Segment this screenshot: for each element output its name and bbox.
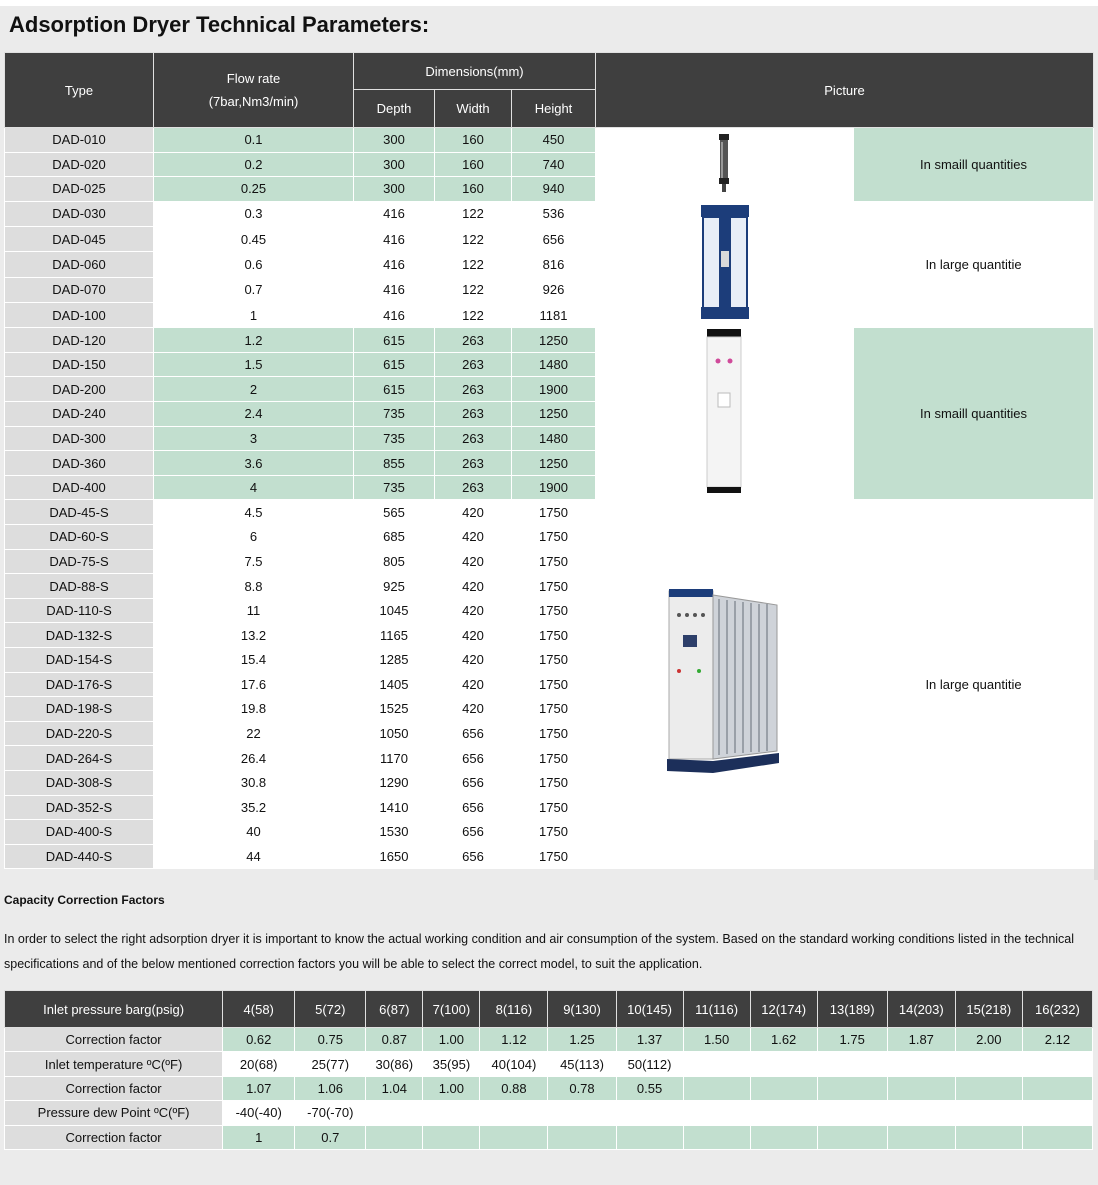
height-cell: 1181 [512, 302, 596, 327]
depth-cell: 300 [354, 177, 435, 202]
factor-cell [887, 1052, 955, 1076]
height-cell: 1750 [512, 820, 596, 845]
type-cell: DAD-60-S [5, 525, 154, 550]
type-cell: DAD-045 [5, 227, 154, 252]
factor-cell [548, 1101, 616, 1125]
height-header: Height [512, 90, 596, 128]
quantity-note: In large quantitie [854, 201, 1094, 327]
flow-rate-cell: 2.4 [154, 402, 354, 427]
width-cell: 420 [435, 549, 512, 574]
table-row [5, 1028, 1093, 1052]
type-cell: DAD-240 [5, 402, 154, 427]
factor-cell: 1.50 [683, 1028, 750, 1052]
factor-cell: 1.07 [223, 1076, 295, 1100]
width-cell: 420 [435, 672, 512, 697]
factor-cell [887, 1125, 955, 1149]
product-picture-cell [596, 500, 854, 869]
height-cell: 1750 [512, 795, 596, 820]
height-cell: 1750 [512, 697, 596, 722]
width-cell: 263 [435, 426, 512, 451]
spec-table-body [5, 128, 1094, 869]
type-cell: DAD-150 [5, 352, 154, 377]
flow-rate-cell: 40 [154, 820, 354, 845]
factor-cell [750, 1125, 817, 1149]
modular-dryer-icon [667, 769, 783, 784]
quantity-note: In large quantitie [854, 500, 1094, 869]
factor-cell: 1.62 [750, 1028, 817, 1052]
height-cell: 1250 [512, 451, 596, 476]
table-row [5, 1101, 1093, 1125]
width-cell: 420 [435, 697, 512, 722]
flow-rate-cell: 1 [154, 302, 354, 327]
table-row [5, 1076, 1093, 1100]
twin-tower-dryer-icon [695, 311, 755, 326]
type-cell: DAD-120 [5, 328, 154, 353]
factor-cell: 25(77) [295, 1052, 366, 1076]
height-cell: 1750 [512, 746, 596, 771]
height-cell: 656 [512, 227, 596, 252]
depth-cell: 615 [354, 328, 435, 353]
depth-cell: 1525 [354, 697, 435, 722]
quantity-note: In smaill quantities [854, 328, 1094, 500]
width-cell: 263 [435, 352, 512, 377]
width-header: Width [435, 90, 512, 128]
type-cell: DAD-100 [5, 302, 154, 327]
factor-cell [1022, 1052, 1092, 1076]
factor-cell [366, 1125, 423, 1149]
width-cell: 656 [435, 795, 512, 820]
factor-cell [887, 1101, 955, 1125]
factor-cell [817, 1052, 887, 1076]
height-cell: 1900 [512, 475, 596, 500]
height-cell: 1750 [512, 525, 596, 550]
flow-rate-cell: 0.6 [154, 252, 354, 277]
depth-cell: 1410 [354, 795, 435, 820]
pressure-header: 5(72) [295, 991, 366, 1028]
small-filter-dryer-icon [705, 182, 745, 197]
pressure-header: 8(116) [480, 991, 548, 1028]
depth-cell: 416 [354, 302, 435, 327]
flow-rate-cell: 6 [154, 525, 354, 550]
flow-rate-cell: 3 [154, 426, 354, 451]
depth-cell: 1405 [354, 672, 435, 697]
type-cell: DAD-176-S [5, 672, 154, 697]
width-cell: 420 [435, 598, 512, 623]
flow-rate-cell: 7.5 [154, 549, 354, 574]
factor-cell [887, 1076, 955, 1100]
width-cell: 122 [435, 201, 512, 226]
type-cell: DAD-198-S [5, 697, 154, 722]
height-cell: 1750 [512, 500, 596, 525]
width-cell: 122 [435, 302, 512, 327]
depth-cell: 1050 [354, 721, 435, 746]
factor-cell: 1.04 [366, 1076, 423, 1100]
top-band [0, 0, 1098, 6]
height-cell: 1250 [512, 402, 596, 427]
factor-cell [817, 1125, 887, 1149]
factor-cell: -40(-40) [223, 1101, 295, 1125]
height-cell: 1750 [512, 574, 596, 599]
type-cell: DAD-200 [5, 377, 154, 402]
pressure-header: 4(58) [223, 991, 295, 1028]
depth-cell: 805 [354, 549, 435, 574]
flow-rate-header [154, 53, 354, 128]
factor-cell [817, 1101, 887, 1125]
product-picture-cell [596, 328, 854, 500]
table-row [5, 201, 1094, 226]
table-row [5, 1125, 1093, 1149]
factor-cell [1022, 1101, 1092, 1125]
factor-cell: 1.37 [616, 1028, 683, 1052]
flow-rate-cell: 11 [154, 598, 354, 623]
height-cell: 816 [512, 252, 596, 277]
flow-rate-cell: 0.25 [154, 177, 354, 202]
type-cell: DAD-360 [5, 451, 154, 476]
factor-cell: 50(112) [616, 1052, 683, 1076]
type-cell: DAD-060 [5, 252, 154, 277]
type-cell: DAD-010 [5, 128, 154, 153]
factor-cell: 1.87 [887, 1028, 955, 1052]
table-row [5, 128, 1094, 153]
pressure-header: 13(189) [817, 991, 887, 1028]
correction-table [4, 990, 1093, 1150]
flow-rate-cell: 0.1 [154, 128, 354, 153]
height-cell: 1750 [512, 647, 596, 672]
flow-rate-cell: 0.3 [154, 201, 354, 226]
flow-rate-cell: 30.8 [154, 770, 354, 795]
depth-cell: 1285 [354, 647, 435, 672]
depth-cell: 735 [354, 475, 435, 500]
picture-header: Picture [596, 53, 1094, 128]
width-cell: 122 [435, 252, 512, 277]
flow-rate-label: Flow rate [226, 71, 281, 86]
product-picture-cell [596, 128, 854, 202]
capacity-paragraph: In order to select the right adsorption dryer it is important to know the actual working condition and air consumption of the system. Based on the standard working conditions listed in the technical specifications and of the below mentioned correction factors you will be able to select the correct model, to suit the application. [4, 932, 1075, 971]
row-label: Correction factor [5, 1028, 223, 1052]
height-cell: 1480 [512, 426, 596, 451]
factor-cell: 1.25 [548, 1028, 616, 1052]
height-cell: 1750 [512, 623, 596, 648]
factor-cell [683, 1125, 750, 1149]
factor-cell [955, 1052, 1022, 1076]
factor-cell [683, 1101, 750, 1125]
depth-cell: 416 [354, 277, 435, 302]
type-header: Type [5, 53, 154, 128]
factor-cell [366, 1101, 423, 1125]
factor-cell: 0.7 [295, 1125, 366, 1149]
height-cell: 1750 [512, 721, 596, 746]
factor-cell: 0.75 [295, 1028, 366, 1052]
pressure-header: 12(174) [750, 991, 817, 1028]
factor-cell [1022, 1125, 1092, 1149]
factor-cell: 0.87 [366, 1028, 423, 1052]
flow-rate-cell: 8.8 [154, 574, 354, 599]
pressure-header: 9(130) [548, 991, 616, 1028]
row-label: Correction factor [5, 1125, 223, 1149]
flow-rate-cell: 4.5 [154, 500, 354, 525]
flow-rate-cell: 35.2 [154, 795, 354, 820]
factor-cell: 40(104) [480, 1052, 548, 1076]
depth-header: Depth [354, 90, 435, 128]
width-cell: 420 [435, 525, 512, 550]
type-cell: DAD-030 [5, 201, 154, 226]
height-cell: 1750 [512, 672, 596, 697]
pressure-header: 10(145) [616, 991, 683, 1028]
product-picture-cell [596, 201, 854, 327]
type-cell: DAD-400-S [5, 820, 154, 845]
factor-cell [423, 1125, 480, 1149]
inlet-pressure-header: Inlet pressure barg(psig) [5, 991, 223, 1028]
table-row [5, 1052, 1093, 1076]
table-row [5, 328, 1094, 353]
factor-cell [750, 1076, 817, 1100]
width-cell: 263 [435, 402, 512, 427]
capacity-title: Capacity Correction Factors [4, 893, 165, 907]
type-cell: DAD-308-S [5, 770, 154, 795]
flow-rate-cell: 0.7 [154, 277, 354, 302]
factor-cell [423, 1101, 480, 1125]
depth-cell: 685 [354, 525, 435, 550]
factor-cell [683, 1076, 750, 1100]
factor-cell: 1.12 [480, 1028, 548, 1052]
depth-cell: 1290 [354, 770, 435, 795]
width-cell: 122 [435, 227, 512, 252]
flow-rate-cell: 13.2 [154, 623, 354, 648]
height-cell: 1750 [512, 770, 596, 795]
factor-cell: 1.00 [423, 1028, 480, 1052]
type-cell: DAD-88-S [5, 574, 154, 599]
type-cell: DAD-154-S [5, 647, 154, 672]
type-cell: DAD-020 [5, 152, 154, 177]
factor-cell: 2.00 [955, 1028, 1022, 1052]
white-cabinet-dryer-icon [705, 483, 745, 498]
flow-rate-cell: 17.6 [154, 672, 354, 697]
factor-cell: 1 [223, 1125, 295, 1149]
flow-rate-cell: 0.45 [154, 227, 354, 252]
type-cell: DAD-132-S [5, 623, 154, 648]
factor-cell [1022, 1076, 1092, 1100]
type-cell: DAD-300 [5, 426, 154, 451]
depth-cell: 735 [354, 426, 435, 451]
width-cell: 420 [435, 574, 512, 599]
depth-cell: 1045 [354, 598, 435, 623]
factor-cell [548, 1125, 616, 1149]
depth-cell: 615 [354, 377, 435, 402]
factor-cell: 30(86) [366, 1052, 423, 1076]
width-cell: 420 [435, 500, 512, 525]
row-label: Pressure dew Point ºC(ºF) [5, 1101, 223, 1125]
depth-cell: 300 [354, 152, 435, 177]
width-cell: 420 [435, 647, 512, 672]
quantity-note: In smaill quantities [854, 128, 1094, 202]
depth-cell: 416 [354, 252, 435, 277]
factor-cell [750, 1052, 817, 1076]
type-cell: DAD-352-S [5, 795, 154, 820]
height-cell: 1250 [512, 328, 596, 353]
depth-cell: 1170 [354, 746, 435, 771]
type-cell: DAD-070 [5, 277, 154, 302]
spec-table [4, 52, 1094, 869]
factor-cell: 0.55 [616, 1076, 683, 1100]
factor-cell: 1.06 [295, 1076, 366, 1100]
factor-cell: 45(113) [548, 1052, 616, 1076]
width-cell: 656 [435, 770, 512, 795]
factor-cell [616, 1125, 683, 1149]
height-cell: 1750 [512, 598, 596, 623]
flow-rate-cell: 3.6 [154, 451, 354, 476]
depth-cell: 300 [354, 128, 435, 153]
factor-cell: 35(95) [423, 1052, 480, 1076]
width-cell: 420 [435, 623, 512, 648]
depth-cell: 1650 [354, 844, 435, 869]
height-cell: 926 [512, 277, 596, 302]
height-cell: 536 [512, 201, 596, 226]
width-cell: 656 [435, 844, 512, 869]
pressure-header: 14(203) [887, 991, 955, 1028]
factor-cell: 0.62 [223, 1028, 295, 1052]
depth-cell: 416 [354, 201, 435, 226]
depth-cell: 1530 [354, 820, 435, 845]
type-cell: DAD-400 [5, 475, 154, 500]
height-cell: 1750 [512, 549, 596, 574]
pressure-header: 16(232) [1022, 991, 1092, 1028]
flow-rate-cell: 15.4 [154, 647, 354, 672]
pressure-header: 7(100) [423, 991, 480, 1028]
row-label: Correction factor [5, 1076, 223, 1100]
flow-rate-unit: (7bar,Nm3/min) [208, 94, 299, 109]
factor-cell [955, 1076, 1022, 1100]
dimensions-header: Dimensions(mm) [354, 53, 596, 90]
factor-cell [955, 1101, 1022, 1125]
height-cell: 1750 [512, 844, 596, 869]
depth-cell: 925 [354, 574, 435, 599]
depth-cell: 416 [354, 227, 435, 252]
flow-rate-cell: 1.5 [154, 352, 354, 377]
flow-rate-cell: 19.8 [154, 697, 354, 722]
factor-cell [480, 1101, 548, 1125]
page-title: Adsorption Dryer Technical Parameters: [9, 12, 430, 37]
width-cell: 263 [435, 377, 512, 402]
width-cell: 656 [435, 746, 512, 771]
width-cell: 263 [435, 328, 512, 353]
height-cell: 940 [512, 177, 596, 202]
height-cell: 1900 [512, 377, 596, 402]
depth-cell: 855 [354, 451, 435, 476]
factor-cell: 2.12 [1022, 1028, 1092, 1052]
depth-cell: 615 [354, 352, 435, 377]
type-cell: DAD-025 [5, 177, 154, 202]
height-cell: 1480 [512, 352, 596, 377]
depth-cell: 1165 [354, 623, 435, 648]
flow-rate-cell: 4 [154, 475, 354, 500]
width-cell: 656 [435, 721, 512, 746]
type-cell: DAD-264-S [5, 746, 154, 771]
width-cell: 263 [435, 451, 512, 476]
factor-cell: 1.75 [817, 1028, 887, 1052]
factor-cell [480, 1125, 548, 1149]
row-label: Inlet temperature ºC(ºF) [5, 1052, 223, 1076]
pressure-header: 11(116) [683, 991, 750, 1028]
height-cell: 450 [512, 128, 596, 153]
width-cell: 160 [435, 128, 512, 153]
width-cell: 160 [435, 177, 512, 202]
factor-cell: 0.88 [480, 1076, 548, 1100]
height-cell: 740 [512, 152, 596, 177]
type-cell: DAD-220-S [5, 721, 154, 746]
factor-cell: 20(68) [223, 1052, 295, 1076]
flow-rate-cell: 0.2 [154, 152, 354, 177]
factor-cell [817, 1076, 887, 1100]
width-cell: 656 [435, 820, 512, 845]
table-row [5, 500, 1094, 525]
type-cell: DAD-45-S [5, 500, 154, 525]
type-cell: DAD-440-S [5, 844, 154, 869]
flow-rate-cell: 2 [154, 377, 354, 402]
flow-rate-cell: 44 [154, 844, 354, 869]
factor-cell: 1.00 [423, 1076, 480, 1100]
depth-cell: 565 [354, 500, 435, 525]
factor-cell [750, 1101, 817, 1125]
pressure-header: 6(87) [366, 991, 423, 1028]
depth-cell: 735 [354, 402, 435, 427]
type-cell: DAD-110-S [5, 598, 154, 623]
factor-cell [683, 1052, 750, 1076]
flow-rate-cell: 22 [154, 721, 354, 746]
pressure-header: 15(218) [955, 991, 1022, 1028]
width-cell: 122 [435, 277, 512, 302]
width-cell: 160 [435, 152, 512, 177]
factor-cell: 0.78 [548, 1076, 616, 1100]
factor-cell [616, 1101, 683, 1125]
flow-rate-cell: 1.2 [154, 328, 354, 353]
flow-rate-cell: 26.4 [154, 746, 354, 771]
factor-cell [955, 1125, 1022, 1149]
width-cell: 263 [435, 475, 512, 500]
type-cell: DAD-75-S [5, 549, 154, 574]
edge-mark [1094, 840, 1098, 880]
factor-cell: -70(-70) [295, 1101, 366, 1125]
